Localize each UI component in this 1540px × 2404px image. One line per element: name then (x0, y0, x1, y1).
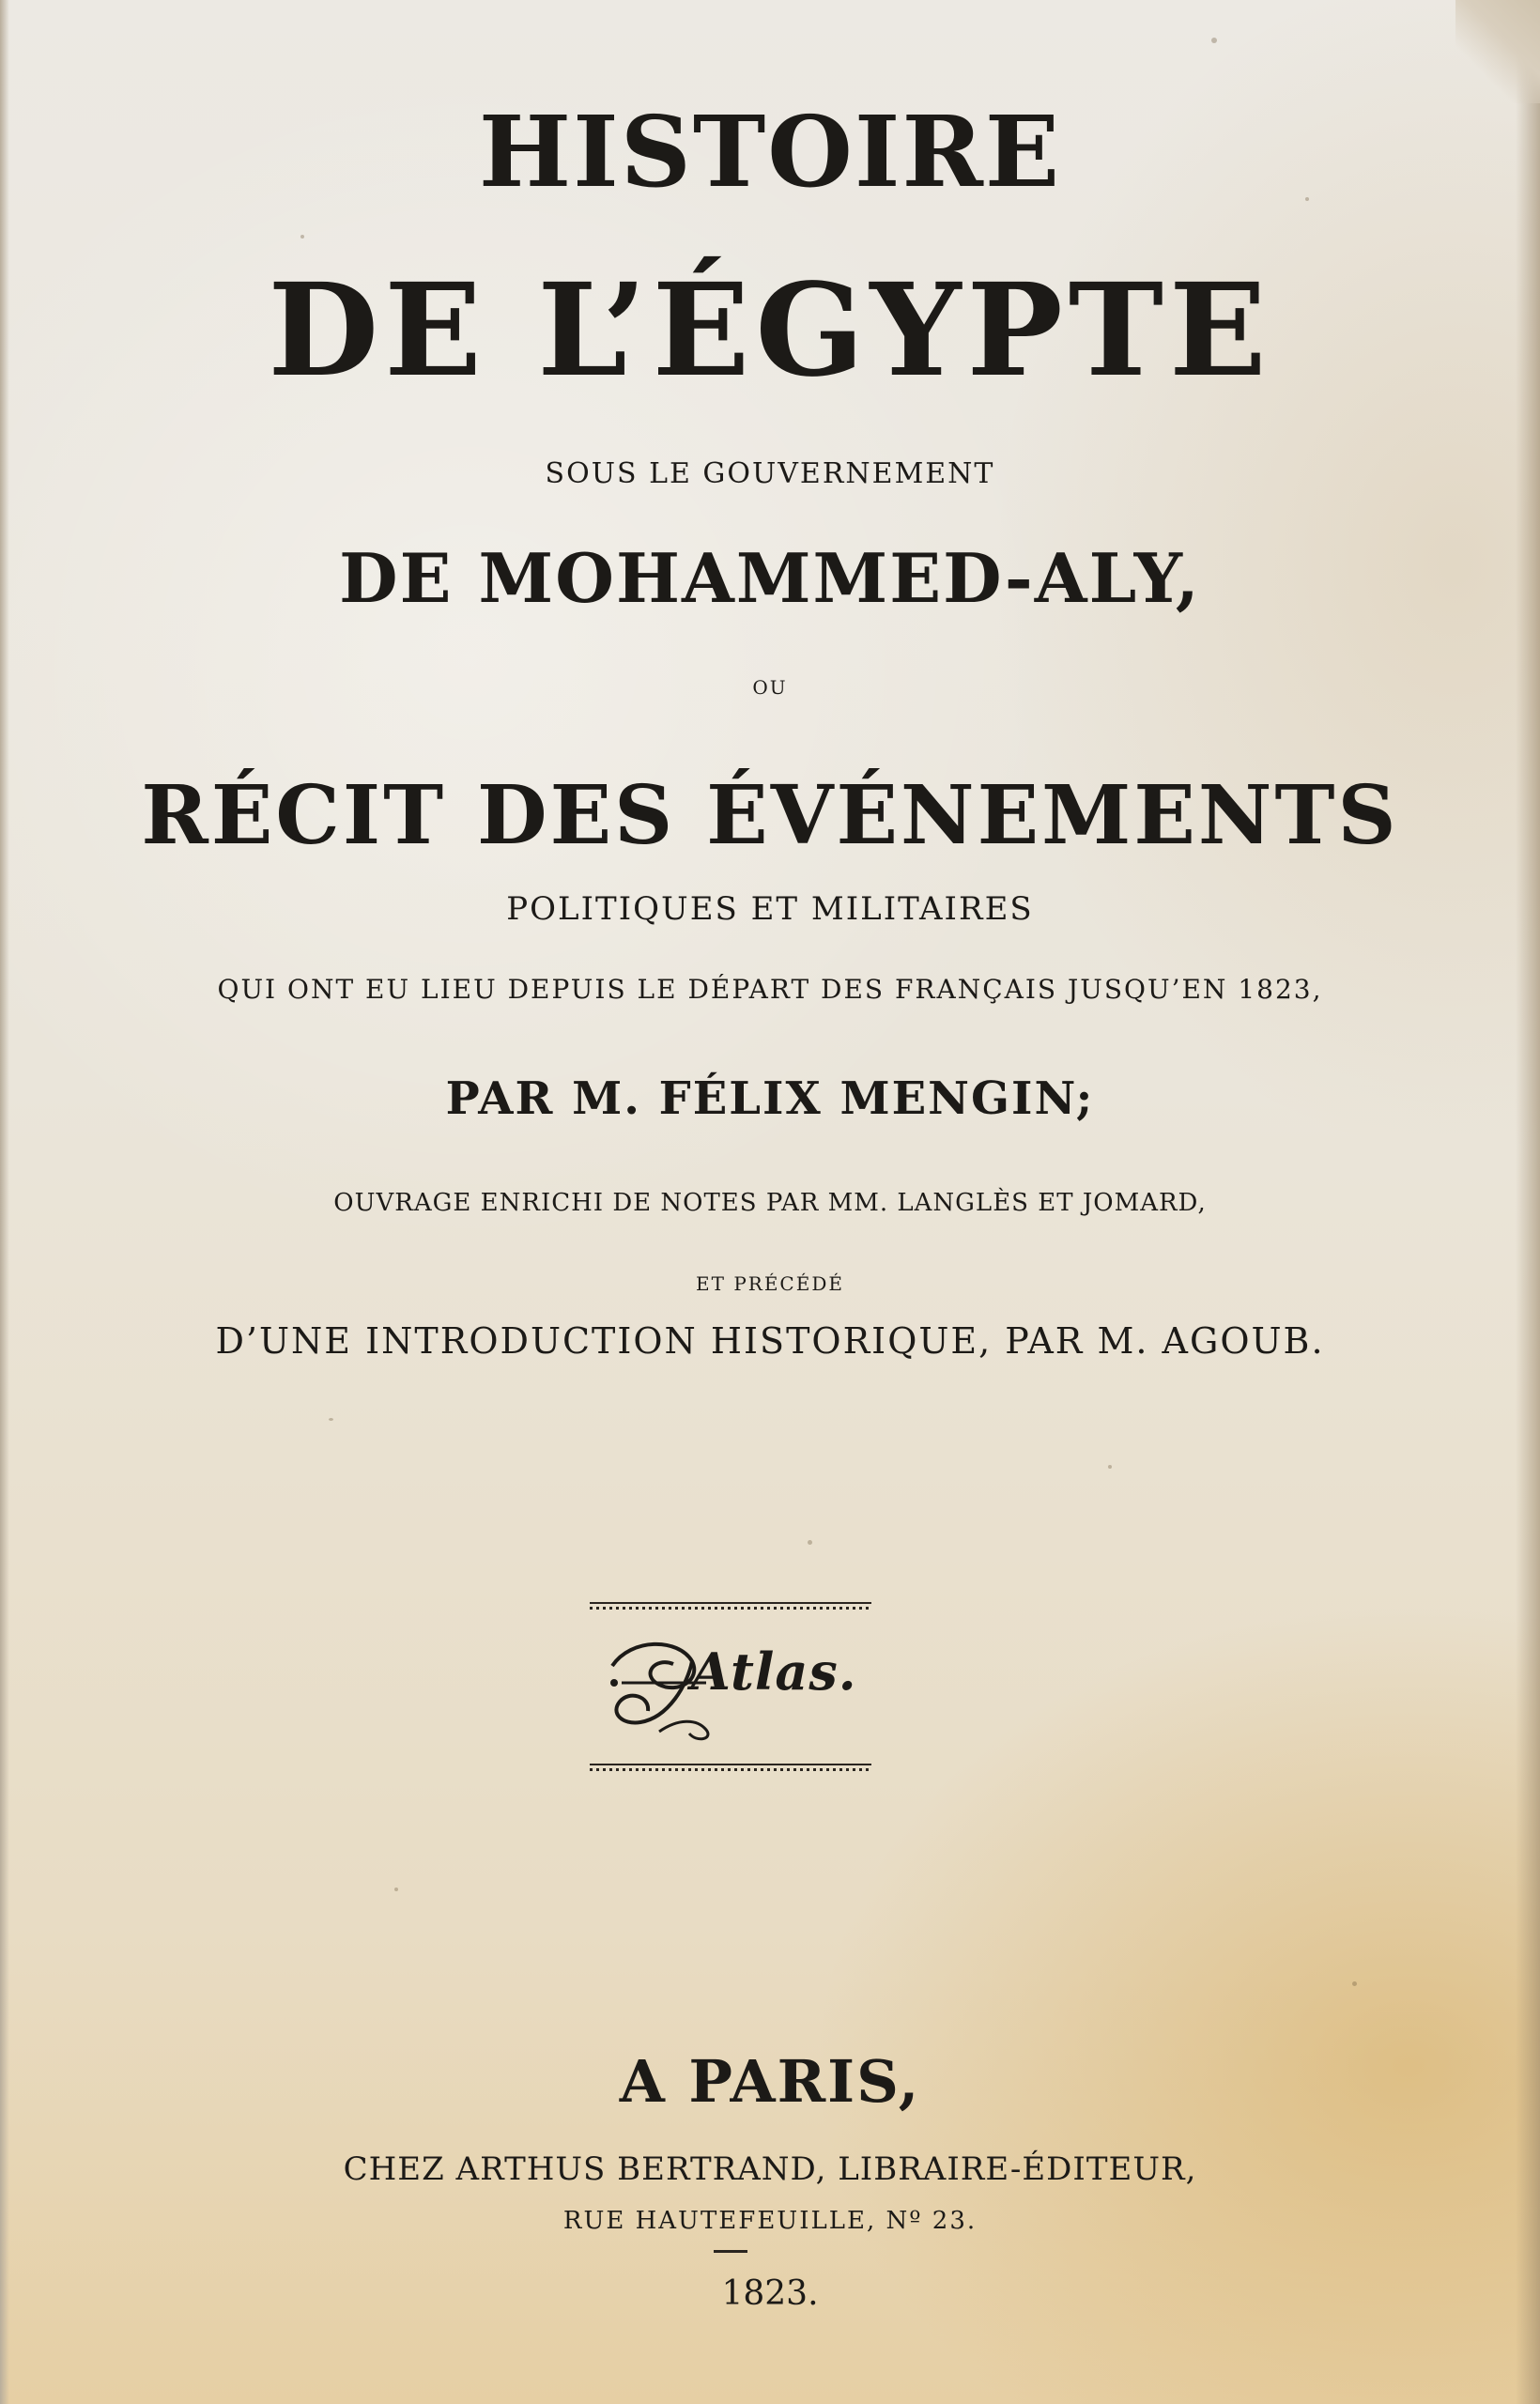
author-line: PAR M. FÉLIX MENGIN; (445, 1072, 1095, 1125)
atlas-rule-bottom (590, 1764, 871, 1771)
paper-speck (329, 1418, 333, 1421)
subtitle-gouvernement: SOUS LE GOUVERNEMENT (545, 457, 995, 490)
alt-title-recit: RÉCIT DES ÉVÉNEMENTS (141, 768, 1399, 863)
notes-line: OUVRAGE ENRICHI DE NOTES PAR MM. LANGLÈS ET JOMARD, (333, 1189, 1207, 1217)
alt-title-politiques: POLITIQUES ET MILITAIRES (506, 890, 1034, 928)
title-line-egypte: DE L’ÉGYPTE (268, 255, 1272, 406)
imprint-city: A PARIS, (619, 2047, 921, 2116)
introduction-line: D’UNE INTRODUCTION HISTORIQUE, PAR M. AGOUB. (215, 1320, 1325, 1362)
preceded-line: ET PRÉCÉDÉ (696, 1272, 844, 1295)
conjunction-ou: OU (752, 676, 788, 699)
paper-speck (300, 235, 304, 239)
imprint-publisher: CHEZ ARTHUS BERTRAND, LIBRAIRE-ÉDITEUR, (343, 2150, 1197, 2188)
paper-speck (1108, 1465, 1112, 1469)
alt-title-depart: QUI ONT EU LIEU DEPUIS LE DÉPART DES FRANÇAIS JUSQU’EN 1823, (217, 974, 1323, 1005)
paper-speck (1305, 197, 1309, 201)
imprint-year: 1823. (721, 2274, 819, 2313)
paper-speck (1352, 1981, 1357, 1986)
title-line-histoire: HISTOIRE (478, 94, 1062, 209)
page-corner-wear (1455, 0, 1540, 103)
imprint-address: RUE HAUTEFEUILLE, Nº 23. (562, 2207, 978, 2235)
atlas-label: Atlas. (691, 1641, 857, 1702)
paper-speck (394, 1888, 398, 1891)
atlas-rule-top (590, 1602, 871, 1610)
paper-speck (808, 1540, 812, 1545)
imprint-rule (714, 2250, 747, 2253)
paper-speck (1211, 38, 1217, 43)
atlas-cartouche (590, 1602, 871, 1771)
subtitle-mohammed-aly: DE MOHAMMED-ALY, (339, 538, 1201, 618)
